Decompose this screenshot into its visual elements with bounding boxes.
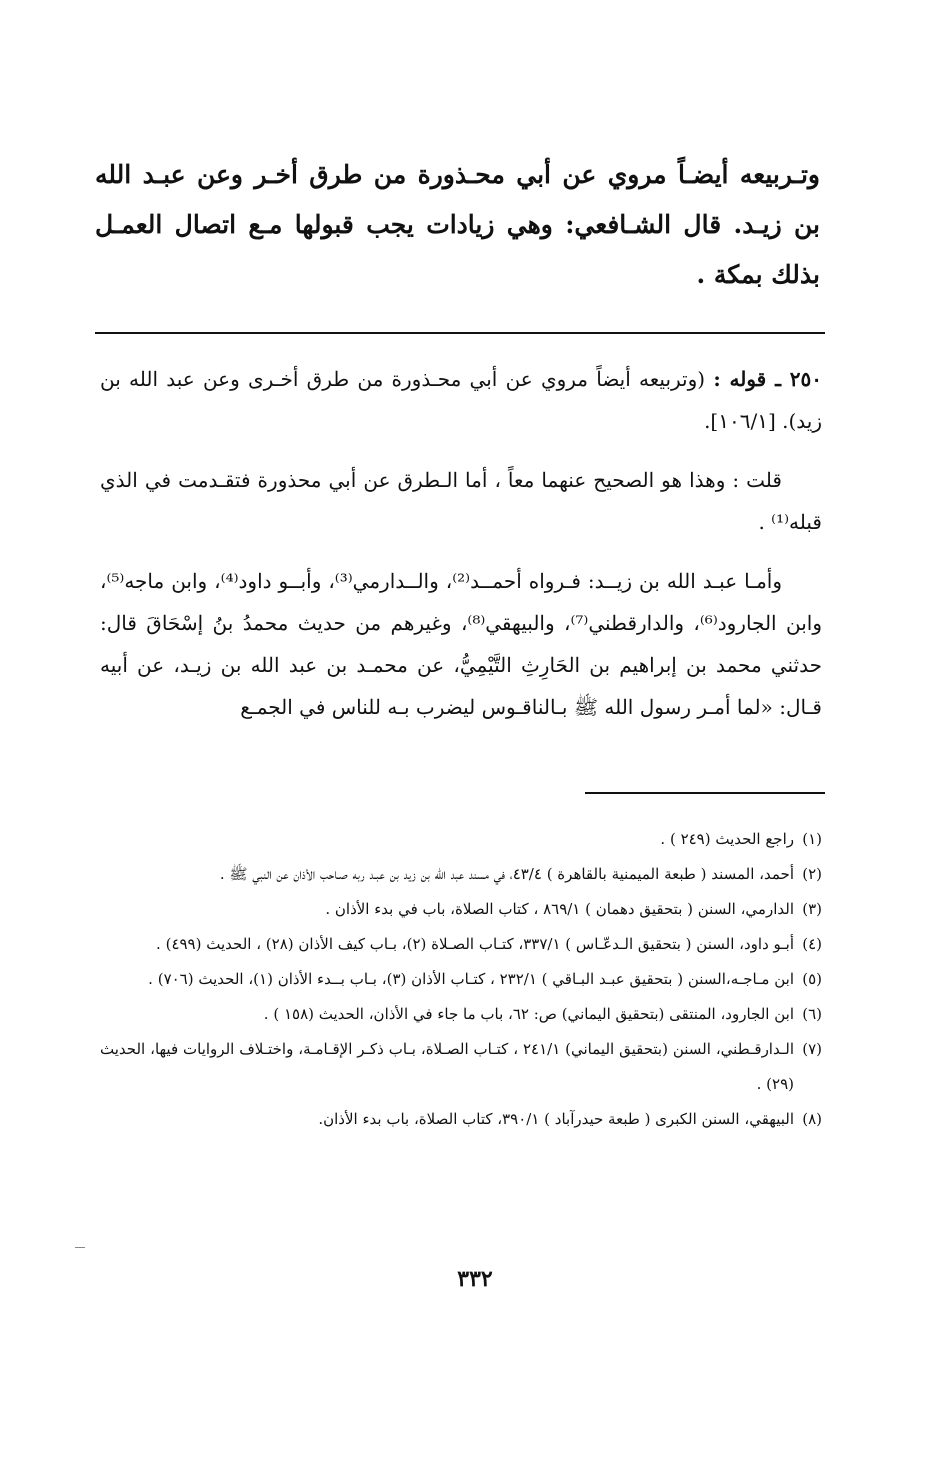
footnote-number: (٦) [802, 1005, 822, 1023]
footnote-text: البيهقي، السنن الكبرى ( طبعة حيدرآباد ) ٣٩٠/١، كتاب الصلاة، باب بدء الأذان. [318, 1110, 794, 1128]
footnote [100, 1032, 822, 1102]
footnote-number: (٥) [802, 970, 822, 988]
footnote-number: (٢) [802, 865, 822, 883]
footnote-divider [585, 792, 825, 794]
footnotes-list [100, 822, 822, 1137]
footnote [100, 892, 822, 927]
footnote [100, 962, 822, 997]
commentary-block [100, 358, 822, 745]
footnote-text: ابن مـاجـه،السنن ( بتحقيق عبـد البـاقي ) ٢٣٢/١ ، كتـاب الأذان (٣)، بـاب بــدء الأذان (١)، الحديث (٧٠٦) . [148, 970, 794, 988]
footnote-number: (٤) [802, 935, 822, 953]
commentary-paragraph-1: قلت : وهذا هو الصحيح عنهما معاً ، أما الـطرق عن أبي محذورة فتقـدمت في الذي قبله⁽¹⁾ . [100, 468, 822, 534]
commentary-paragraph-2: وأمـا عبـد الله بن زيــد: فـرواه أحمــد⁽²⁾، والــدارمي⁽³⁾، وأبــو داود⁽⁴⁾، وابن ماجه⁽⁵⁾، وابن الجارود⁽⁶⁾، والدارقطني⁽⁷⁾، والبيهقي⁽⁸⁾، وغيرهم من حديث محمدُ بنُ إسْحَاقَ قال: حدثني محمد بن إبراهيم بن الحَارِثِ التَّيْمِيُّ، عن محمـد بن عبد الله بن زيـد، عن أبيه قـال: «لما أمـر رسول الله ﷺ بـالناقـوس ليضرب بـه للناس في الجمـع [100, 569, 822, 719]
footnote-text: الدارمي، السنن ( بتحقيق دهمان ) ٨٦٩/١ ، كتاب الصلاة، باب في بدء الأذان . [325, 900, 794, 918]
footnote-text: راجع الحديث (٢٤٩ ) . [660, 830, 794, 848]
footnote-number: (٨) [802, 1110, 822, 1128]
page-number: ٣٣٢ [457, 1266, 493, 1292]
margin-mark [75, 1247, 85, 1248]
footnote [100, 927, 822, 962]
footnote-text: ابن الجارود، المنتقى (بتحقيق اليماني) ص: ٦٢، باب ما جاء في الأذان، الحديث (١٥٨ ) . [263, 1005, 794, 1023]
footnote-number: (١) [802, 830, 822, 848]
commentary-heading [100, 358, 822, 442]
footnote [100, 857, 822, 892]
commentary-quote: (وتربيعه أيضاً مروي عن أبي محـذورة من طرق أخـرى وعن عبد الله بن زيد). [١٠٦/١]. [100, 367, 822, 433]
main-text: وتـربيعه أيضـاً مروي عن أبي محـذورة من طرق أخـر وعن عبـد الله بن زيـد. قال الشـافعي: وهي زيادات يجب قبولها مـع اتصال العمـل بذلك بمكة . [95, 160, 820, 289]
footnote [100, 997, 822, 1032]
text-divider [95, 332, 825, 334]
footnote-text: أحمد، المسند ( طبعة الميمنية بالقاهرة ) ٤٣/٤، في مسند عبد الله بن زيد بن عبـد ربه صـاحب الأذان عن النبي ﷺ . [219, 865, 794, 883]
commentary-number: ٢٥٠ ـ قوله : [713, 367, 822, 391]
footnote-number: (٣) [802, 900, 822, 918]
footnote-text: أبـو داود، السنن ( بتحقيق الـدعّـاس ) ٣٣٧/١، كتـاب الصـلاة (٢)، بـاب كيف الأذان (٢٨) ، الحديث (٤٩٩) . [156, 935, 794, 953]
footnote [100, 822, 822, 857]
main-text-block [95, 150, 820, 300]
footnote-text: الـدارقـطني، السنن (بتحقيق اليماني) ٢٤١/١ ، كتـاب الصـلاة، بـاب ذكـر الإقـامـة، واختـلاف الروايات فيها، الحديث (٢٩) . [100, 1040, 794, 1093]
footnote [100, 1102, 822, 1137]
footnote-number: (٧) [802, 1040, 822, 1058]
